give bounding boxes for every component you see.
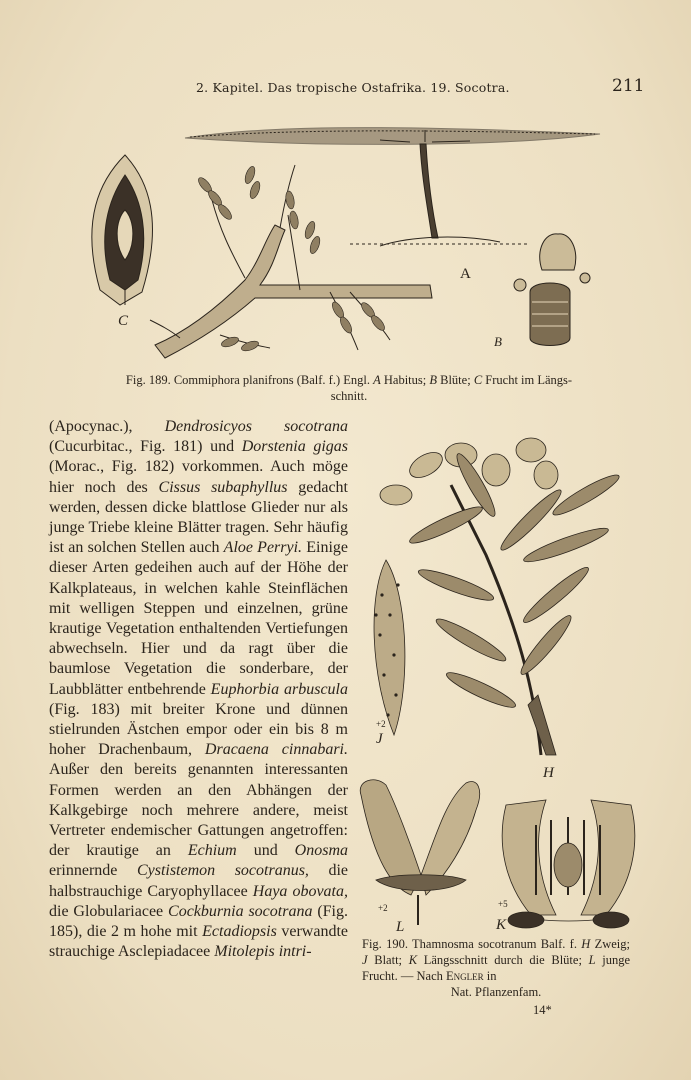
taxon-name: Mitolepis intri- xyxy=(214,943,312,961)
taxon-name: Dracaena cinnabari. xyxy=(204,741,348,759)
caption-K: K xyxy=(408,953,418,967)
text-run: und xyxy=(236,842,295,860)
caption-L: L xyxy=(588,953,596,967)
label-J: J xyxy=(376,731,383,747)
taxon-name: Dendrosicyos socotrana xyxy=(164,418,348,435)
caption-L-text: junge Frucht. — Nach xyxy=(362,953,630,983)
magnification-L: +2 xyxy=(378,903,388,913)
text-run: die Globulariacee xyxy=(49,902,169,920)
tree-habitus-drawing xyxy=(185,128,600,246)
taxon-name: Ectadiopsis xyxy=(202,923,277,941)
caption-K-text: Längsschnitt durch die Blüte; xyxy=(417,953,589,967)
caption-prefix: Fig. 189. Commiphora planifrons (Balf. f.) Engl. xyxy=(125,373,370,387)
text-run: (Apocynac.), xyxy=(49,418,165,435)
label-K: K xyxy=(496,917,507,933)
text-run: gedacht werden, dessen dicke blattlose Glieder nur als junge Triebe kleine Blätter tragen. Sehr häufig ist an solchen Stellen auch xyxy=(49,478,349,557)
caption-J-text: Blatt; xyxy=(367,953,409,967)
text-run: (Morac., Fig. 182) vorkommen. Auch möge hier noch des xyxy=(49,458,348,496)
caption-H: H xyxy=(581,937,591,951)
taxon-name: Onosma xyxy=(294,842,349,860)
figure-189-caption xyxy=(54,372,644,404)
taxon-name: Cissus subaphyllus xyxy=(158,478,288,496)
caption-H-text: Zweig; xyxy=(590,937,630,951)
taxon-name: Cystistemon socotranus, xyxy=(136,862,309,880)
caption-C-text: Frucht im Längs- xyxy=(482,373,573,387)
text-run: erinnernde xyxy=(49,862,137,880)
magnification-K: +5 xyxy=(498,899,508,909)
leaflets-drawing xyxy=(196,165,387,353)
figure-189-illustration xyxy=(80,120,640,365)
text-run: (Cucurbitac., Fig. 181) und xyxy=(49,438,242,456)
text-run: verwandte strauchige Asclepiadacee xyxy=(49,923,348,961)
label-C: C xyxy=(118,313,129,329)
taxon-name: Echium xyxy=(187,842,237,860)
text-run: Außer den bereits genannten interessanten Formen werden an den Abhängen der Kalkgebirge noch mehrere andere, meist Vertreter endemischer Gattungen angetroffen: der krautige an xyxy=(49,761,348,860)
leaf-drawing xyxy=(374,560,405,735)
caption-A-text: Habitus; xyxy=(380,373,430,387)
caption-C: C xyxy=(473,373,483,387)
label-A: A xyxy=(460,266,471,282)
body-paragraph xyxy=(49,417,348,962)
figure-190-caption xyxy=(362,936,630,1000)
running-head: 2. Kapitel. Das tropische Ostafrika. 19. Socotra. xyxy=(196,80,510,95)
caption-author: Engler xyxy=(446,969,484,983)
caption-B: B xyxy=(429,373,437,387)
taxon-name: Dorstenia gigas xyxy=(241,438,348,456)
caption-B-text: Blüte; xyxy=(437,373,474,387)
flower-section-drawing xyxy=(502,800,635,928)
taxon-name: Cockburnia socotrana xyxy=(168,902,313,920)
caption-title: Fig. 190. Thamnosma socotranum Balf. f. xyxy=(362,937,577,951)
flower-drawing xyxy=(514,234,590,346)
text-run: Einige dieser Arten gedeihen auch auf der Höhe der Kalkplateaus, in welchen kahle Steinflächen mit welligen Steppen und einzelnen, grüne krautige Vegetation enthaltenden Vertiefungen abwechseln. Hier und da ragt über die baumlose Vegetation die sonderbare, der Laubblätter entbehrende xyxy=(49,539,349,698)
label-B: B xyxy=(494,334,502,349)
taxon-name: Aloe Perryi. xyxy=(223,539,303,557)
caption-source: Nat. Pflanzenfam. xyxy=(450,985,542,999)
text-run: die halbstrauchige Caryophyllacee xyxy=(49,862,348,900)
page-number: 211 xyxy=(612,76,645,96)
taxon-name: Haya obovata, xyxy=(252,882,348,900)
label-H: H xyxy=(543,765,554,781)
figure-190-illustration xyxy=(356,425,646,935)
fruit-section-drawing xyxy=(92,155,153,305)
text-run: (Fig. 185), die 2 m hohe mit xyxy=(49,902,348,941)
taxon-name: Euphorbia arbuscula xyxy=(210,680,348,698)
text-run: (Fig. 183) mit breiter Krone und dünnen stielrunden Ästchen empor oder ein bis 8 m hoher Drachenbaum, xyxy=(49,700,348,759)
twig-drawing xyxy=(380,438,622,755)
magnification-J: +2 xyxy=(376,719,386,729)
label-L: L xyxy=(396,919,405,935)
caption-J: J xyxy=(362,953,368,967)
caption-line2: schnitt. xyxy=(330,389,368,403)
signature-mark: 14* xyxy=(533,1003,552,1017)
caption-in: in xyxy=(483,969,497,983)
caption-A: A xyxy=(373,373,381,387)
